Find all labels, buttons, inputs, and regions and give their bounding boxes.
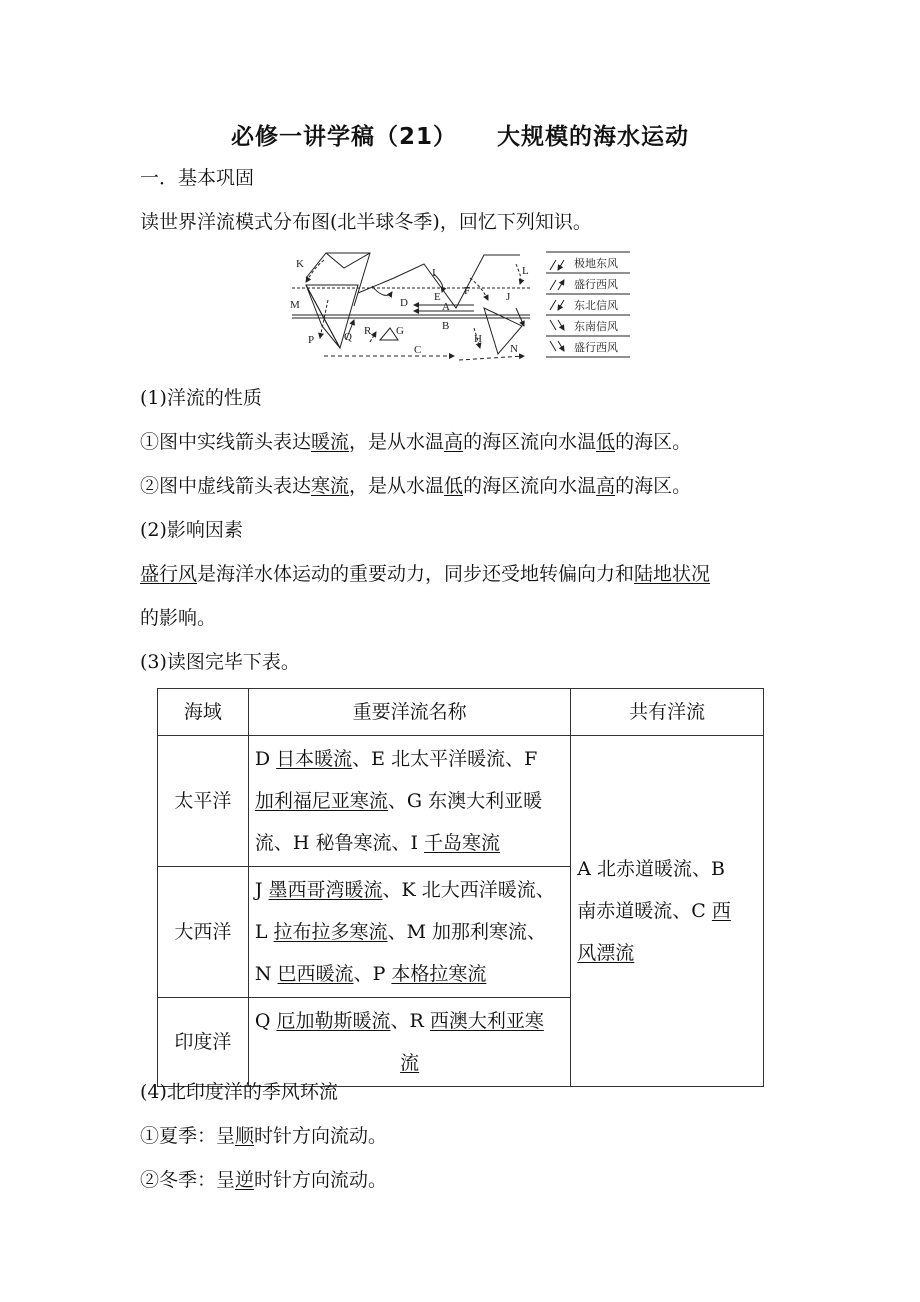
legend-ne-trades: 东北信风 xyxy=(574,299,618,312)
part1-line1 xyxy=(140,427,691,454)
answer: 西 xyxy=(711,900,731,922)
header-common: 共有洋流 xyxy=(571,689,764,736)
legend-westerlies-south: 盛行西风 xyxy=(574,341,618,354)
text: ②冬季：呈 xyxy=(140,1169,236,1191)
text: 、P xyxy=(353,963,392,985)
pacific-currents xyxy=(248,736,570,867)
atlantic-currents xyxy=(248,867,570,998)
text: 的海区流向水温 xyxy=(463,475,597,497)
indian-currents xyxy=(248,998,570,1087)
ocean-current-table xyxy=(157,688,764,1087)
text: N xyxy=(254,963,278,985)
part2-heading: (2)影响因素 xyxy=(140,519,243,541)
text: 、K 北大西洋暖流、 xyxy=(382,879,555,901)
text: 是海洋水体运动的重要动力，同步还受地转偏向力和 xyxy=(197,563,635,585)
answer: 风漂流 xyxy=(577,942,635,964)
table-row-pacific xyxy=(158,736,764,867)
text: ②图中虚线箭头表达 xyxy=(140,475,312,497)
part3-heading: (3)读图完毕下表。 xyxy=(140,651,300,673)
label-e: E xyxy=(434,291,441,303)
part1-heading: (1)洋流的性质 xyxy=(140,387,262,409)
label-r: R xyxy=(364,325,372,337)
text: 流、H 秘鲁寒流、I xyxy=(254,832,425,854)
text: 时针方向流动。 xyxy=(254,1169,388,1191)
text: D xyxy=(254,748,277,770)
answer: 拉布拉多寒流 xyxy=(273,921,388,943)
text: 的海区。 xyxy=(615,475,692,497)
part4-winter xyxy=(140,1165,387,1192)
answer: 千岛寒流 xyxy=(424,832,501,854)
text: ①图中实线箭头表达 xyxy=(140,431,312,453)
text: 、E 北太平洋暖流、F xyxy=(352,748,538,770)
part4-summer xyxy=(140,1121,387,1148)
text: 的海区。 xyxy=(615,431,692,453)
common-currents xyxy=(571,736,764,1087)
page-title xyxy=(0,118,920,151)
ocean-indian: 印度洋 xyxy=(158,998,249,1087)
answer: 低 xyxy=(596,431,616,453)
label-b: B xyxy=(442,320,450,332)
text: 的海区流向水温 xyxy=(463,431,597,453)
answer: 加利福尼亚寒流 xyxy=(254,790,388,812)
text: ，是从水温 xyxy=(349,475,445,497)
label-i: I xyxy=(432,267,436,279)
answer: 巴西暖流 xyxy=(277,963,354,985)
answer: 低 xyxy=(444,475,464,497)
text: Q xyxy=(254,1010,277,1032)
answer: 高 xyxy=(596,475,616,497)
text: 、G 东澳大利亚暖 xyxy=(387,790,543,812)
part4-heading: (4)北印度洋的季风环流 xyxy=(140,1081,338,1103)
label-j: J xyxy=(506,291,511,303)
label-a: A xyxy=(442,301,450,313)
answer: 寒流 xyxy=(311,475,350,497)
label-h: H xyxy=(474,333,482,345)
text: 、M 加那利寒流、 xyxy=(387,921,547,943)
text: 、R xyxy=(390,1010,430,1032)
text: J xyxy=(254,879,269,901)
label-d: D xyxy=(400,297,408,309)
answer: 墨西哥湾暖流 xyxy=(268,879,383,901)
label-m: M xyxy=(290,299,300,311)
text: ，是从水温 xyxy=(349,431,445,453)
answer: 高 xyxy=(444,431,464,453)
answer: 厄加勒斯暖流 xyxy=(276,1010,391,1032)
ocean-pacific: 太平洋 xyxy=(158,736,249,867)
answer: 逆 xyxy=(235,1169,255,1191)
part2-line2: 的影响。 xyxy=(140,607,217,629)
ocean-current-diagram xyxy=(284,248,646,366)
intro-text: 读世界洋流模式分布图(北半球冬季)，回忆下列知识。 xyxy=(140,211,592,233)
text: 南赤道暖流、C xyxy=(577,900,712,922)
header-currents: 重要洋流名称 xyxy=(248,689,570,736)
answer: 顺 xyxy=(235,1125,255,1147)
part2-line1 xyxy=(140,559,710,586)
answer: 陆地状况 xyxy=(634,563,711,585)
header-ocean: 海域 xyxy=(158,689,249,736)
text: ①夏季：呈 xyxy=(140,1125,236,1147)
label-p: P xyxy=(308,334,315,346)
label-n: N xyxy=(510,343,518,355)
text: 时针方向流动。 xyxy=(254,1125,388,1147)
part1-line2 xyxy=(140,471,691,498)
answer: 本格拉寒流 xyxy=(391,963,487,985)
section-heading: 一．基本巩固 xyxy=(140,167,255,189)
label-k: K xyxy=(296,258,304,270)
answer: 流 xyxy=(400,1052,420,1074)
legend-polar-easterlies: 极地东风 xyxy=(574,257,618,270)
label-c: C xyxy=(414,344,422,356)
label-g: G xyxy=(396,325,404,337)
title-main: 必修一讲学稿（21） xyxy=(230,124,457,150)
legend-westerlies-north: 盛行西风 xyxy=(574,278,618,291)
legend-se-trades: 东南信风 xyxy=(574,320,618,333)
text: L xyxy=(254,921,274,943)
text: A 北赤道暖流、B xyxy=(577,858,726,880)
answer: 盛行风 xyxy=(140,563,198,585)
answer: 日本暖流 xyxy=(276,748,353,770)
label-f: F xyxy=(464,285,471,297)
label-q: Q xyxy=(344,331,352,343)
table-header-row xyxy=(158,689,764,736)
title-topic: 大规模的海水运动 xyxy=(497,124,689,150)
ocean-atlantic: 大西洋 xyxy=(158,867,249,998)
answer: 西澳大利亚寒 xyxy=(429,1010,544,1032)
label-l: L xyxy=(522,265,529,277)
answer: 暖流 xyxy=(311,431,350,453)
